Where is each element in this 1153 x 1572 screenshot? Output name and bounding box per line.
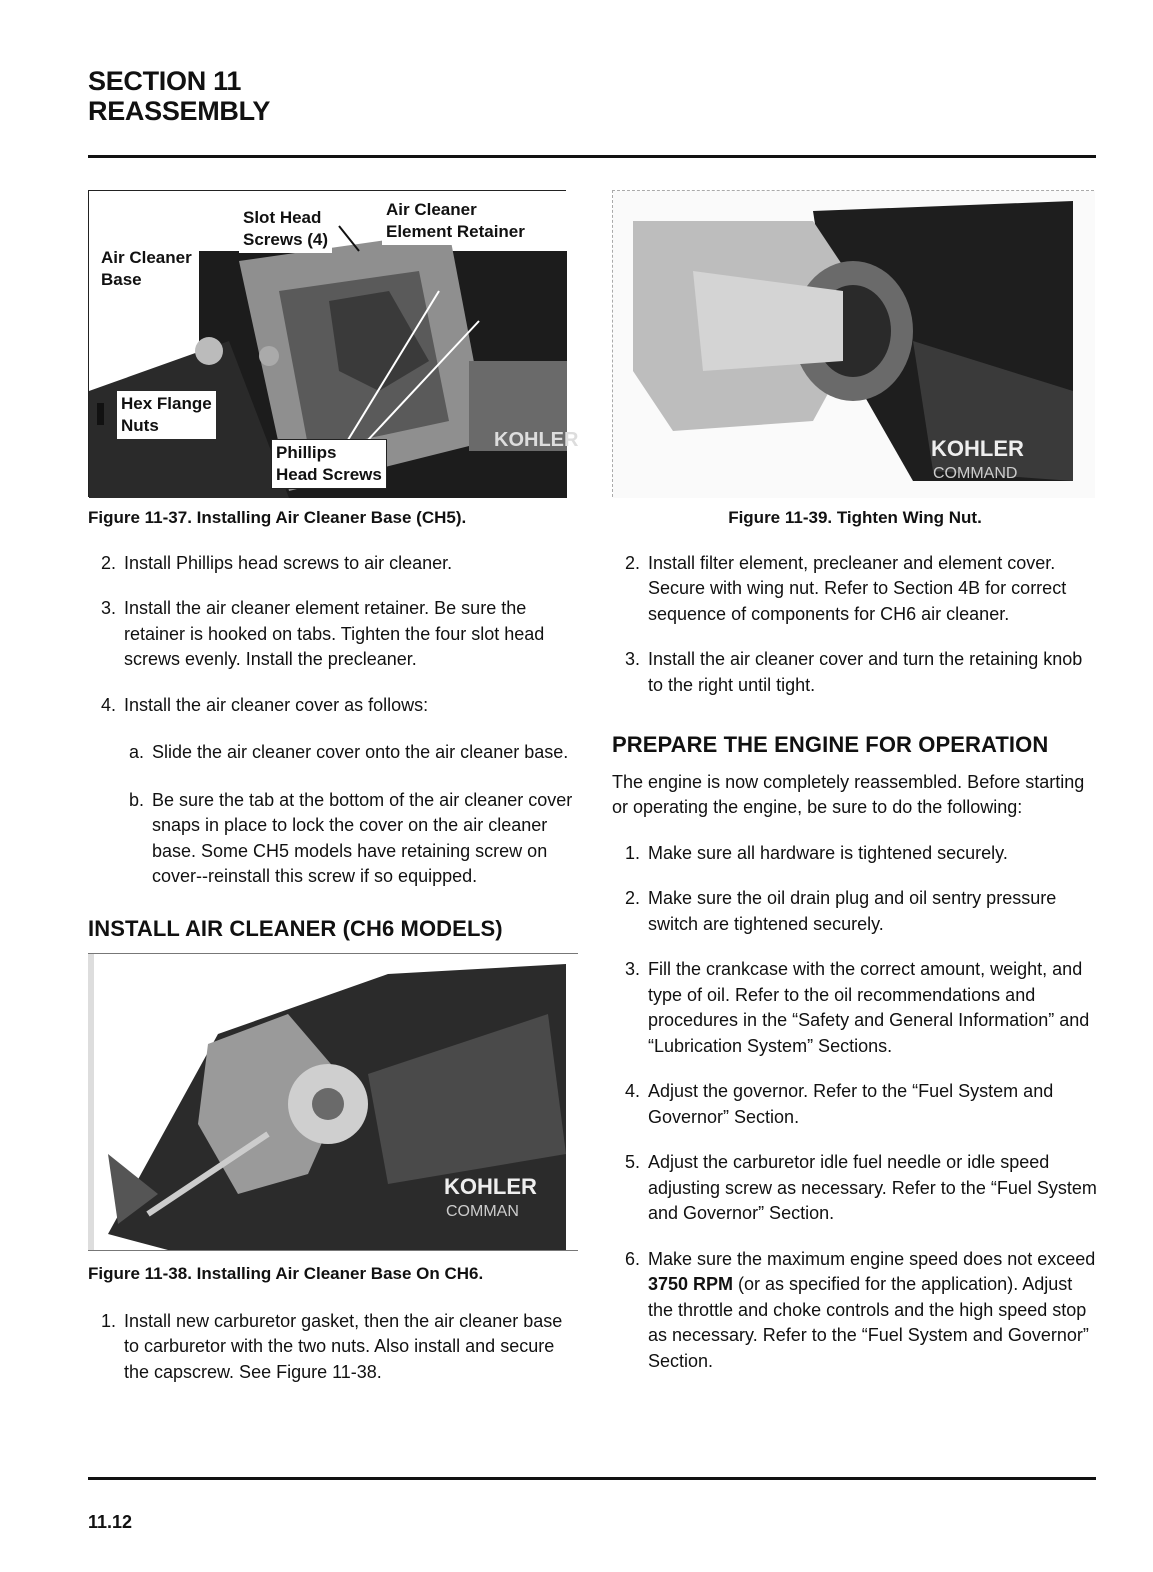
callout-marker [97,403,104,425]
figure-11-38-caption: Figure 11-38. Installing Air Cleaner Base On CH6. [88,1264,484,1283]
right-column [612,190,1098,1374]
figure-11-39-brand-sub: COMMAND [933,465,1018,482]
list-item: 5. Adjust the carburetor idle fuel needle or idle speed adjusting screw as necessary. Refer to the “Fuel System and Governor” Section. [624,1152,1097,1223]
prepare-intro: The engine is now completely reassembled. Before starting or operating the engine, be sure to do the following: [612,771,1085,817]
max-rpm-value: 3750 RPM [648,1274,734,1294]
list-subitem: a. Slide the air cleaner cover onto the air cleaner base. [128,742,569,762]
section-heading-ch6: INSTALL AIR CLEANER (CH6 MODELS) [88,915,503,941]
figure-11-39 [612,190,1094,497]
figure-11-39-brand: KOHLER [931,436,1024,461]
callout-air-cleaner-base: Air Cleaner Base [97,245,196,293]
list-item: 6. Make sure the maximum engine speed does not exceed 3750 RPM (or as specified for the application). Adjust the throttle and choke controls and the high speed stop as necessary. Refer to the “Fuel System and Governor” Section. [624,1248,1096,1371]
figure-11-37-brand: KOHLER [494,429,579,451]
list-subitem: b. Be sure the tab at the bottom of the air cleaner cover snaps in place to lock the cover on the air cleaner base. Some CH5 models have retaining screw on cover--reinstall this screw if so equipped. [128,789,573,886]
figure-11-38 [88,954,566,1250]
header-rule [88,155,1096,158]
section-header [88,66,270,126]
list-item: 4. Adjust the governor. Refer to the “Fuel System and Governor” Section. [624,1081,1054,1127]
figure-11-38-brand: KOHLER [444,1174,537,1199]
list-item: 1. Make sure all hardware is tightened securely. [624,842,1008,863]
list-item: 4. Install the air cleaner cover as follows: [100,694,429,715]
callout-element-retainer: Air Cleaner Element Retainer [382,197,529,245]
figure-11-38-bottom-rule [88,1250,578,1251]
section-heading-prepare: PREPARE THE ENGINE FOR OPERATION [612,732,1049,757]
footer-rule [88,1477,1096,1480]
figure-11-37 [88,190,579,497]
callout-hex-flange-nuts: Hex Flange Nuts [117,391,216,439]
list-item: 3. Fill the crankcase with the correct amount, weight, and type of oil. Refer to the oil recommendations and procedures in the “Safety and General Information” and “Lubrication System” Sections. [624,959,1090,1056]
list-item: 2. Install Phillips head screws to air cleaner. [100,552,453,573]
figure-11-39-photo [613,191,1095,498]
callout-slot-head-screws: Slot Head Screws (4) [239,205,332,253]
figure-11-39-caption: Figure 11-39. Tighten Wing Nut. [728,508,982,527]
list-item: 3. Install the air cleaner element retainer. Be sure the retainer is hooked on tabs. Tighten the four slot head screws evenly. Install the precleaner. [100,598,545,669]
callout-phillips-head-screws: Phillips Head Screws [271,439,387,489]
section-number: SECTION 11 [88,66,242,96]
list-item: 2. Make sure the oil drain plug and oil sentry pressure switch are tightened securely. [624,888,1057,934]
list-item: 1. Install new carburetor gasket, then the air cleaner base to carburetor with the two nuts. Also install and secure the capscrew. See Figure 11-38. [100,1310,563,1382]
section-title: REASSEMBLY [88,96,271,126]
figure-11-38-brand-sub: COMMAN [446,1203,519,1220]
list-item: 2. Install filter element, precleaner and element cover. Secure with wing nut. Refer to Section 4B for correct sequence of components for CH6 air cleaner. [624,552,1067,624]
figure-11-38-photo [88,954,566,1250]
left-column [88,190,578,1385]
page-number: 11.12 [88,1512,133,1532]
figure-11-37-caption: Figure 11-37. Installing Air Cleaner Base (CH5). [88,508,467,527]
list-item: 3. Install the air cleaner cover and turn the retaining knob to the right until tight. [624,649,1083,695]
